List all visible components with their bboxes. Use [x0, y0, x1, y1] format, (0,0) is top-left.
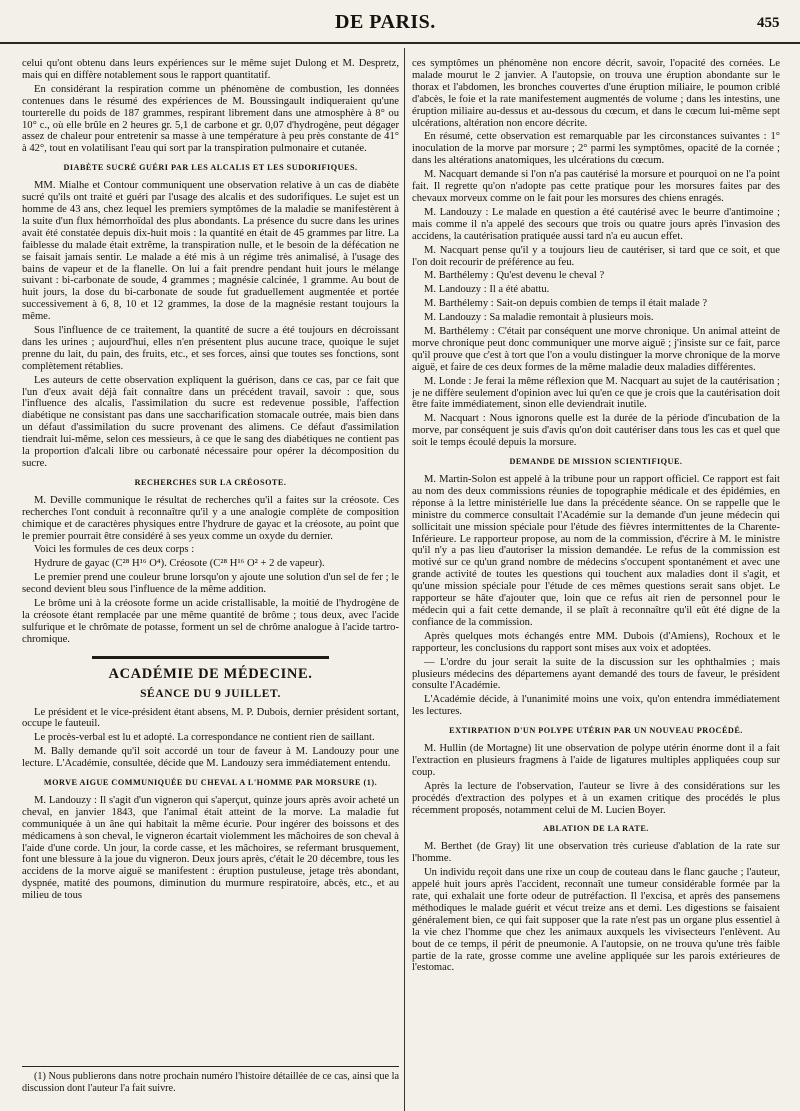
paragraph: En résumé, cette observation est remarquable par les circonstances suivantes : 1° inoculation de la morve par morsure ; 2° parmi les symptômes, opacité de la cornée ; dans les altérations anatomiques, les ulcérations du cœcum. [412, 131, 780, 167]
column-divider [404, 48, 405, 1111]
paragraph: M. Deville communique le résultat de recherches qu'il a faites sur la créosote. Ces recherches l'ont conduit à reconnaître qu'il y a une analogie complète de composition chimique et de caractères physiques entre l'hydrure de gayac et la créosote, au point que le premier pourrait être considéré à ses yeux comme un oxyde du dernier. [22, 494, 399, 542]
chemical-formula: Hydrure de gayac (C²⁸ H¹⁶ O⁴). Créosote (C²⁸ H¹⁶ O² + 2 de vapeur). [34, 558, 325, 570]
paragraph: Le brôme uni à la créosote forme un acide cristallisable, la moitié de l'hydrogène de la créosote étant remplacée par une même quantité de brôme ; tous deux, avec l'acide sulfurique et le chrômate de potasse, forment un sel de chrôme analogue à l'acide tartro-chromique. [22, 598, 399, 645]
left-column [22, 58, 399, 1058]
paragraph: — L'ordre du jour serait la suite de la discussion sur les ophthalmies ; mais plusieurs médecins des départemens ayant demandé des tours de faveur, le président consulte l'Académie. [412, 656, 780, 692]
paragraph: M. Nacquart pense qu'il y a toujours lieu de cautériser, si tard que ce soit, et que l'on doit recourir de préférence au feu. [412, 244, 780, 268]
paragraph: Après la lecture de l'observation, l'auteur se livre à des considérations sur les procédés d'extraction des polypes et à un examen critique des procédés le plus récemment proposés, notamment celui de M. Lucien Boyer. [412, 780, 780, 816]
paragraph: M. Berthet (de Gray) lit une observation très curieuse d'ablation de la rate sur l'homme. [412, 841, 780, 865]
paragraph: ces symptômes un phénomène non encore décrit, savoir, l'opacité des cornées. Le malade mourut le 2 janvier. A l'autopsie, on trouva une éruption abondante sur le thorax et l'abdomen, les bronches couvertes d'une éruption miliaire, le poumon criblé d'abcès, le foie et la rate manifestement augmentés de volume ; dans les intestins, une éruption miliaire au-dessus et au-dessous du cœcum, et dans le cœcum lui-même sept ulcérations, altération non encore décrite. [412, 58, 780, 129]
section-heading-creosote: RECHERCHES SUR LA CRÉOSOTE. [134, 477, 287, 487]
section-heading-polype: EXTIRPATION D'UN POLYPE UTÉRIN PAR UN NOUVEAU PROCÉDÉ. [449, 726, 743, 736]
paragraph: M. Landouzy : Sa maladie remontait à plusieurs mois. [424, 312, 654, 324]
paragraph: M. Barthélemy : Sait-on depuis combien de temps il était malade ? [424, 298, 708, 310]
header-rule [0, 42, 800, 44]
page-number: 455 [757, 15, 780, 31]
paragraph: Le président et le vice-président étant absens, M. P. Dubois, dernier président sortant, occupe le fauteuil. [22, 706, 399, 730]
paragraph: M. Nacquart : Nous ignorons quelle est la durée de la période d'incubation de la morve, par conséquent je suis d'avis qu'on doit cautériser dans tous les cas et quel que soit le temps écoulé depuis la morsure. [412, 413, 780, 449]
paragraph: En considérant la respiration comme un phénomène de combustion, les données contenues dans le résumé des expériences de M. Boussingault indiqueraient qu'une tourterelle du poids de 187 grammes, respirant librement dans une atmosphère à 8° ou 10° c., où elle brûle en 2 heures gr. 5,1 de carbone et gr. 0,07 d'hydrogène, peut dégager assez de chaleur pour entretenir sa masse à une température à peu près constante de 41° à 42°, tout en volatilisant l'eau qui sort par la transpiration pulmonaire et cutanée. [22, 83, 399, 155]
session-date: SÉANCE DU 9 JUILLET. [140, 687, 281, 700]
paragraph: M. Nacquart demande si l'on n'a pas cautérisé la morsure et pourquoi on ne l'a point fait. Il regrette qu'on n'adopte pas cette pratique pour les morsures faites par des chevaux morveux comme on le fait pour les morsures des chiens enragés. [412, 169, 780, 204]
paragraph: M. Bally demande qu'il soit accordé un tour de faveur à M. Landouzy pour une lecture. L'Académie, consultée, décide que M. Landouzy sera immédiatement entendu. [22, 746, 399, 770]
academy-title: ACADÉMIE DE MÉDECINE. [108, 665, 313, 682]
paragraph: L'Académie décide, à l'unanimité moins une voix, qu'on entendra immédiatement les lectures. [412, 694, 780, 718]
paragraph: M. Hullin (de Mortagne) lit une observation de polype utérin énorme dont il a fait l'extraction en plusieurs fragmens à l'aide de ligatures multiples appliquées coup sur coup. [412, 743, 780, 778]
paragraph: M. Barthélemy : Qu'est devenu le cheval ? [424, 270, 605, 282]
paragraph: M. Landouzy : Le malade en question a été cautérisé avec le beurre d'antimoine ; mais comme il n'a appelé des secours que trois ou quatre jours après l'invasion des accidens, la cautérisation pratiquée aussi tard n'a eu aucun effet. [412, 206, 780, 242]
paragraph: Les auteurs de cette observation expliquent la guérison, dans ce cas, par ce fait que l'un d'eux avait déjà fait connaître dans un précédent travail, savoir : que, sous l'influence des alcalis, l'assimilation du sucre est redevenue possible, l'affection diabétique ne consistant pas dans une saccharification stomacale outrée, mais bien dans un défaut d'assimilation du sucre provenant des alimens. Ce défaut d'assimilation tiendrait lui-même, selon ces messieurs, à ce que le sang des diabétiques ne contient pas la proportion d'alcali libre ou carbonaté nécessaire pour opérer la décomposition du sucre. [22, 374, 399, 469]
section-heading-diabete: DIABÈTE SUCRÉ GUÉRI PAR LES ALCALIS ET LES SUDORIFIQUES. [63, 163, 358, 173]
paragraph: Sous l'influence de ce traitement, la quantité de sucre a été toujours en décroissant dans les urines ; aujourd'hui, elles n'en présentent plus aucune trace, quoique le sujet prenne du lait, du pain, des fruits, etc., et ses forces, ainsi que toutes ses fonctions, sont complètement rétablies. [22, 325, 399, 372]
paragraph: M. Barthélemy : C'était par conséquent une morve chronique. Un animal atteint de morve chronique peut donc communiquer une morve aiguë ; j'insiste sur ce fait, parce qu'il prouve que c'est à tort que l'on a voulu distinguer la morve chronique de la morve aiguë, et faire de ces deux formes de la même maladie deux maladies différentes. [412, 326, 780, 373]
section-heading-rate: ABLATION DE LA RATE. [543, 824, 649, 834]
masthead-title: DE PARIS. [335, 11, 436, 33]
paragraph: M. Martin-Solon est appelé à la tribune pour un rapport officiel. Ce rapport est fait au nom des deux commissions réunies de topographie médicale et des épidémies, en réponse à la lettre ministérielle lue dans la précédente séance. On se rappelle que le ministre du commerce consultait l'Académie sur la demande d'un jeune médecin qui sollicitait une mission spéciale pour l'étude des fièvres intermittentes de la Charente-Inférieure. Le rapporteur propose, au nom de la commission, d'écrire à M. le ministre qu'il n'y a pas lieu d'autoriser la mission demandée. Le refus de la commission est motivé sur ce qu'un grand nombre de médecins s'occupent spontanément et avec une grande activité de toutes les questions qui touchent aux maladies dont il s'agit, et qu'une mission spéciale pour l'étude de ces mêmes questions serait sans objet. Le rapporteur se hâte d'ajouter que, loin que ce refus ait rien de personnel pour le médecin qui a fait cette demande, il se plaît à reconnaître qu'il eût été digne de la confiance de la commission. [412, 474, 780, 628]
paragraph: Voici les formules de ces deux corps : [34, 544, 195, 556]
section-rule [92, 656, 329, 659]
paragraph: Après quelques mots échangés entre MM. Dubois (d'Amiens), Rochoux et le rapporteur, les conclusions du rapport sont mises aux voix et adoptées. [412, 630, 780, 654]
right-column [412, 58, 780, 1103]
paragraph: M. Londe : Je ferai la même réflexion que M. Nacquart au sujet de la cautérisation ; je ne diffère seulement d'opinion avec lui qu'en ce que je crois que la cautérisation doit être faite immédiatement, sinon elle deviendrait inutile. [412, 375, 780, 411]
paragraph: Le procès-verbal est lu et adopté. La correspondance ne contient rien de saillant. [34, 732, 375, 744]
section-heading-morve: MORVE AIGUE COMMUNIQUÉE DU CHEVAL A L'HOMME PAR MORSURE (1). [43, 778, 378, 788]
footnote-rule [22, 1066, 399, 1067]
paragraph: Le premier prend une couleur brune lorsqu'on y ajoute une solution d'un sel de fer ; le second devient bleu sous l'influence de la même addition. [22, 572, 399, 596]
page-header [0, 0, 800, 40]
section-heading-mission: DEMANDE DE MISSION SCIENTIFIQUE. [509, 457, 683, 467]
paragraph: M. Landouzy : Il a été abattu. [424, 284, 550, 296]
paragraph: MM. Mialhe et Contour communiquent une observation relative à un cas de diabète sucré qu'ils ont traité et guéri par l'usage des alcalis et des sudorifiques. Le sujet est un homme de 43 ans, chez lequel les premiers symptômes de la maladie se manifestèrent à la suite d'un flux hémorrhoïdal des plus abondants. La présence du sucre dans les urines avait été constatée depuis dix-huit mois : la quantité en était de 45 grammes par litre. La faiblesse du malade était extrême, la transpiration nulle, et le besoin de la défécation ne se faisait jamais sentir. Le malade a été mis à un régime très animalisé, à l'usage des bains de vapeur et de la flanelle. On lui a fait prendre pendant huit jours le mélange suivant : bi-carbonate de soude, 4 grammes ; magnésie calcinée, 1 gramme. Au bout de huit jours, la dose du bi-carbonate de soude fut graduellement augmentée et portée successivement à 6, 8, 10 et 12 grammes, la dose de la magnésie restant toujours la même. [22, 180, 399, 323]
footnote [22, 1071, 399, 1095]
paragraph: M. Landouzy : Il s'agit d'un vigneron qui s'aperçut, quinze jours après avoir acheté un cheval, en janvier 1843, que l'animal était atteint de la morve. La maladie fut communiquée à un âne qui habitait la même écurie. Pour ingérer des boissons et des médicamens à son cheval, le vigneron écartait violemment les mâchoires de son cheval à l'aide d'une corde. Un jour, la corde casse, et les mâchoires, se refermant brusquement, font une blessure à la joue du vigneron. Deux jours après, c'était le 20 décembre, tous les accidens de la morve aiguë se manifestent : éruption pustuleuse, jetage très abondant, dyspnée, matité des poumons, diminution du murmure respiratoire, abcès, etc., et au milieu de tous [22, 794, 399, 902]
footnote-text: (1) Nous publierons dans notre prochain numéro l'histoire détaillée de ce cas, ainsi que la discussion dont l'auteur l'a fait suivre. [22, 1071, 399, 1094]
paragraph: celui qu'ont obtenu dans leurs expériences sur le même sujet Dulong et M. Despretz, mais qui en diffère notablement sous le rapport quantitatif. [22, 58, 399, 81]
paragraph: Un individu reçoit dans une rixe un coup de couteau dans le flanc gauche ; l'auteur, appelé huit jours après l'accident, reconnaît une tumeur considérable formée par la rate, qui exhalait une forte odeur de putréfaction. Il l'excisa, et après des pansemens méthodiques le malade guérit et vécut treize ans et demi. Les digestions se faisaient généralement bien, ce qui fait supposer que la rate n'est pas un organe plus essentiel à la vie chez l'homme que chez les animaux auxquels les vivisecteurs l'enlèvent. Au bout de ce temps, il périt de pneumonie. A l'autopsie, on ne trouva qu'une très faible partie de la rate, grosse comme une aveline appliquée sur les parois extérieures de l'estomac. [412, 867, 780, 974]
